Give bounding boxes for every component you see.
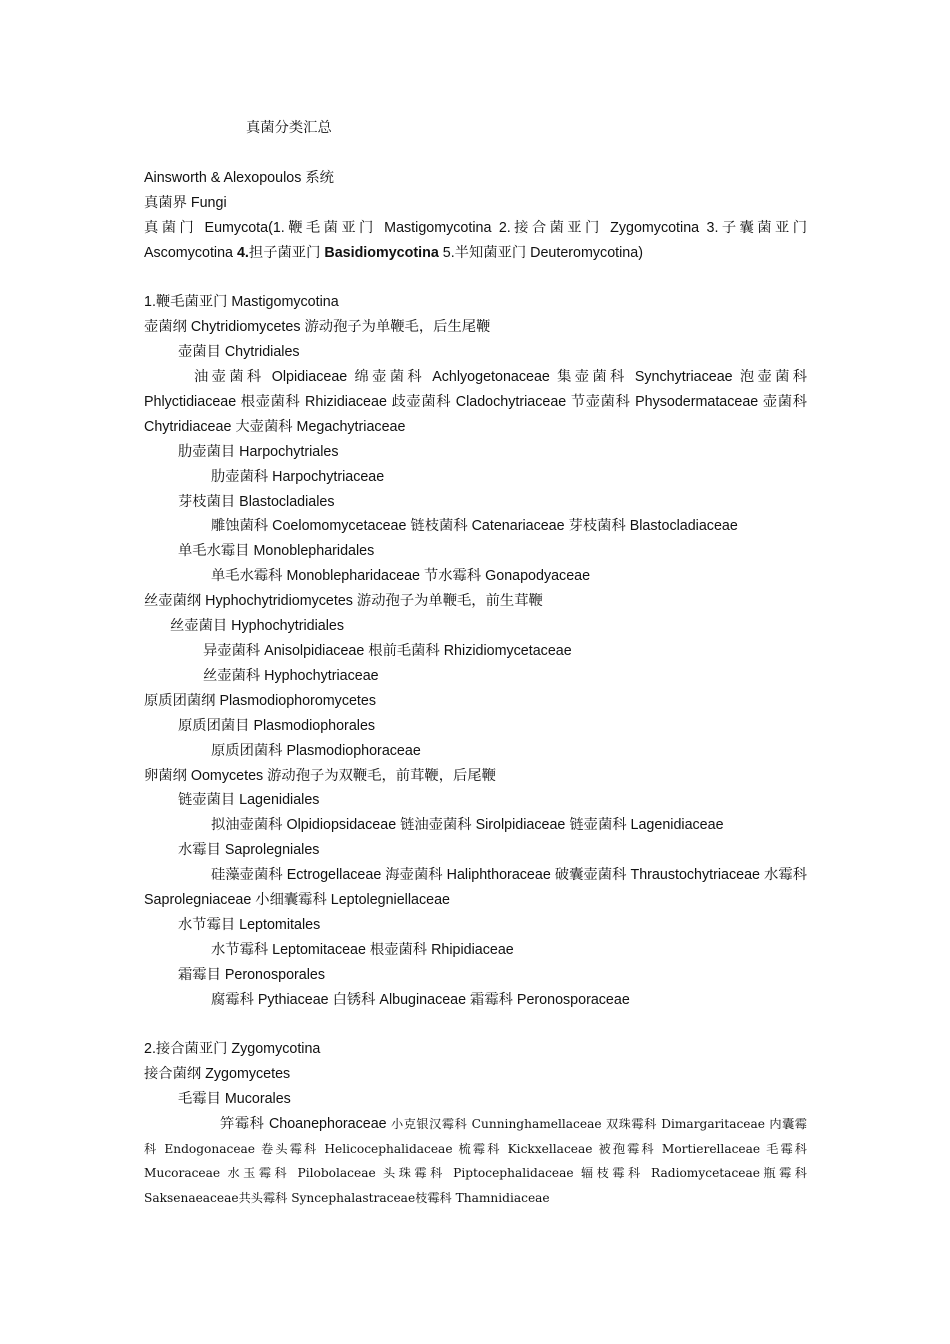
family-line: 丝壶菌科 Hyphochytriaceae [203, 667, 379, 684]
section2-heading: 2.接合菌亚门 Zygomycotina [144, 1041, 321, 1058]
family-paragraph: 硅藻壶菌科 Ectrogellaceae 海壶菌科 Haliphthoraceae 破囊壶菌科 Thraustochytriaceae 水霉科 Saprolegniaceae 小细囊霉科 Leptolegniellaceae [144, 867, 807, 909]
division-bold-num: 4. [236, 244, 249, 261]
division-bold-latin: Basidiomycotina [324, 244, 439, 261]
class-line: 接合菌纲 Zygomycetes [144, 1066, 291, 1083]
division-mid: 担子菌亚门 [248, 244, 325, 261]
spacer [144, 265, 807, 290]
family-line: 雕蚀菌科 Coelomomycetaceae 链枝菌科 Catenariaceae 芽枝菌科 Blastocladiaceae [211, 518, 738, 535]
page-title: 真菌分类汇总 [246, 120, 332, 136]
order-line: 芽枝菌目 Blastocladiales [178, 493, 335, 510]
division-paragraph [144, 216, 807, 266]
order-line: 壶菌目 Chytridiales [178, 344, 300, 361]
division-prefix: 真菌门 Eumycota(1.鞭毛菌亚门 Mastigomycotina 2.接合菌亚门 Zygomycotina 3.子囊菌亚门 Ascomycotina [144, 219, 807, 261]
family-lead: 笄霉科 Choanephoraceae [220, 1116, 387, 1133]
family-rest: 小克银汉霉科 Cunninghamellaceae 双珠霉科 Dimargaritaceae 内囊霉科 Endogonaceae 卷头霉科 Helicocephalidaceae 梳霉科 Kickxellaceae 被孢霉科 Mortierellaceae 毛霉科 Mucoraceae 水玉霉科 Pilobolaceae 头珠霉科 Piptocephalidaceae 辐枝霉科 Radiomycetaceae瓶霉科 Saksenaeaceae共头霉科 Syncephalastraceae枝霉科 Thamnidiaceae [144, 1117, 807, 1205]
class-line: 丝壶菌纲 Hyphochytridiomycetes 游动孢子为单鞭毛，前生茸鞭 [144, 593, 543, 610]
order-line: 毛霉目 Mucorales [178, 1091, 291, 1108]
document-page [144, 116, 807, 1211]
family-line: 拟油壶菌科 Olpidiopsidaceae 链油壶菌科 Sirolpidiaceae 链壶菌科 Lagenidiaceae [211, 817, 724, 834]
spacer [144, 1013, 807, 1038]
order-line: 链壶菌目 Lagenidiales [178, 792, 320, 809]
order-line: 肋壶菌目 Harpochytriales [178, 443, 339, 460]
family-line: 肋壶菌科 Harpochytriaceae [211, 468, 385, 485]
kingdom-line: 真菌界 Fungi [144, 194, 227, 211]
class-line: 卵菌纲 Oomycetes 游动孢子为双鞭毛，前茸鞭，后尾鞭 [144, 767, 496, 784]
family-line: 单毛水霉科 Monoblepharidaceae 节水霉科 Gonapodyaceae [211, 568, 591, 585]
division-suffix: 5.半知菌亚门 Deuteromycotina) [438, 244, 643, 261]
class-line: 壶菌纲 Chytridiomycetes 游动孢子为单鞭毛，后生尾鞭 [144, 319, 491, 336]
system-name: Ainsworth & Alexopoulos 系统 [144, 169, 334, 186]
family-paragraph [144, 1112, 807, 1210]
order-line: 单毛水霉目 Monoblepharidales [178, 543, 375, 560]
order-line: 原质团菌目 Plasmodiophorales [178, 717, 376, 734]
order-line: 水霉目 Saprolegniales [178, 842, 320, 859]
order-line: 丝壶菌目 Hyphochytridiales [170, 618, 344, 635]
spacer [144, 141, 807, 166]
order-line: 水节霉目 Leptomitales [178, 916, 321, 933]
family-paragraph: 油壶菌科 Olpidiaceae 绵壶菌科 Achlyogetonaceae 集壶菌科 Synchytriaceae 泡壶菌科 Phlyctidiaceae 根壶菌科 Rhizidiaceae 歧壶菌科 Cladochytriaceae 节壶菌科 Physodermataceae 壶菌科 Chytridiaceae 大壶菌科 Megachytriaceae [144, 369, 807, 435]
family-line: 异壶菌科 Anisolpidiaceae 根前毛菌科 Rhizidiomycetaceae [203, 643, 572, 659]
family-line: 水节霉科 Leptomitaceae 根壶菌科 Rhipidiaceae [211, 941, 514, 958]
order-line: 霜霉目 Peronosporales [178, 966, 326, 983]
family-line: 腐霉科 Pythiaceae 白锈科 Albuginaceae 霜霉科 Peronosporaceae [211, 991, 630, 1008]
family-line: 原质团菌科 Plasmodiophoraceae [211, 742, 421, 759]
section1-heading: 1.鞭毛菌亚门 Mastigomycotina [144, 294, 339, 311]
class-line: 原质团菌纲 Plasmodiophoromycetes [144, 692, 377, 709]
